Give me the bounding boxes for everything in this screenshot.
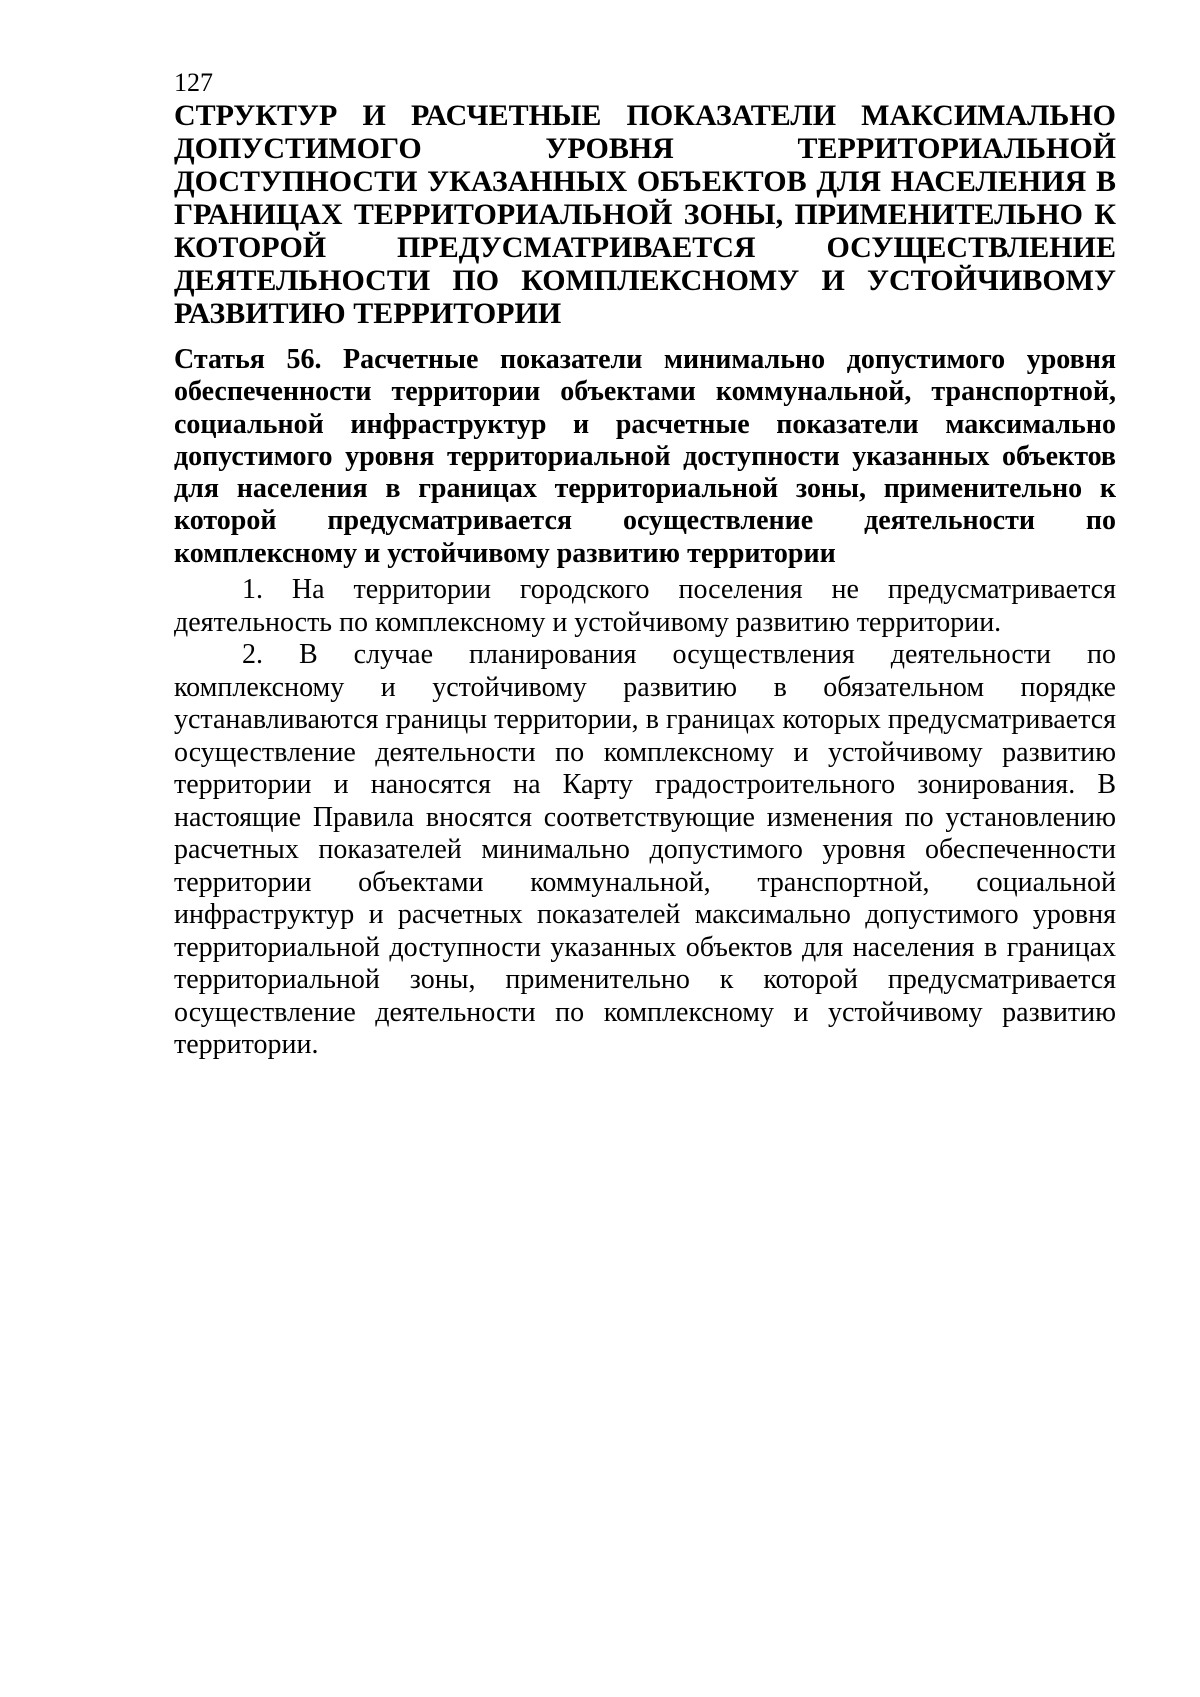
paragraph-2: 2. В случае планирования осуществления деятельности по комплексному и устойчивому развитию в обязательном порядке устанавливаются границы территории, в границах которых предусматривается осуществление деятельности по комплексному и устойчивому развитию территории и наносятся на Карту градостроительного зонирования. В настоящие Правила вносятся соответствующие изменения по установлению расчетных показателей минимально допустимого уровня обеспеченности территории объектами коммунальной, транспортной, социальной инфраструктур и расчетных показателей максимально допустимого уровня территориальной доступности указанных объектов для населения в границах территориальной зоны, применительно к которой предусматривается осуществление деятельности по комплексному и устойчивому развитию территории. xyxy=(174,639,1116,1061)
paragraph-1: 1. На территории городского поселения не предусматривается деятельность по комплексному и устойчивому развитию территории. xyxy=(174,574,1116,638)
section-heading: СТРУКТУР И РАСЧЕТНЫЕ ПОКАЗАТЕЛИ МАКСИМАЛЬНО ДОПУСТИМОГО УРОВНЯ ТЕРРИТОРИАЛЬНОЙ ДОСТУПНОСТИ УКАЗАННЫХ ОБЪЕКТОВ ДЛЯ НАСЕЛЕНИЯ В ГРАНИЦАХ ТЕРРИТОРИАЛЬНОЙ ЗОНЫ, ПРИМЕНИТЕЛЬНО К КОТОРОЙ ПРЕДУСМАТРИВАЕТСЯ ОСУЩЕСТВЛЕНИЕ ДЕЯТЕЛЬНОСТИ ПО КОМПЛЕКСНОМУ И УСТОЙЧИВОМУ РАЗВИТИЮ ТЕРРИТОРИИ xyxy=(174,99,1116,330)
document-page xyxy=(174,68,1116,1062)
page-number: 127 xyxy=(174,68,213,97)
article-heading: Статья 56. Расчетные показатели минимально допустимого уровня обеспеченности территории объектами коммунальной, транспортной, социальной инфраструктур и расчетные показатели максимально допустимого уровня территориальной доступности указанных объектов для населения в границах территориальной зоны, применительно к которой предусматривается осуществление деятельности по комплексному и устойчивому развитию территории xyxy=(174,344,1116,569)
